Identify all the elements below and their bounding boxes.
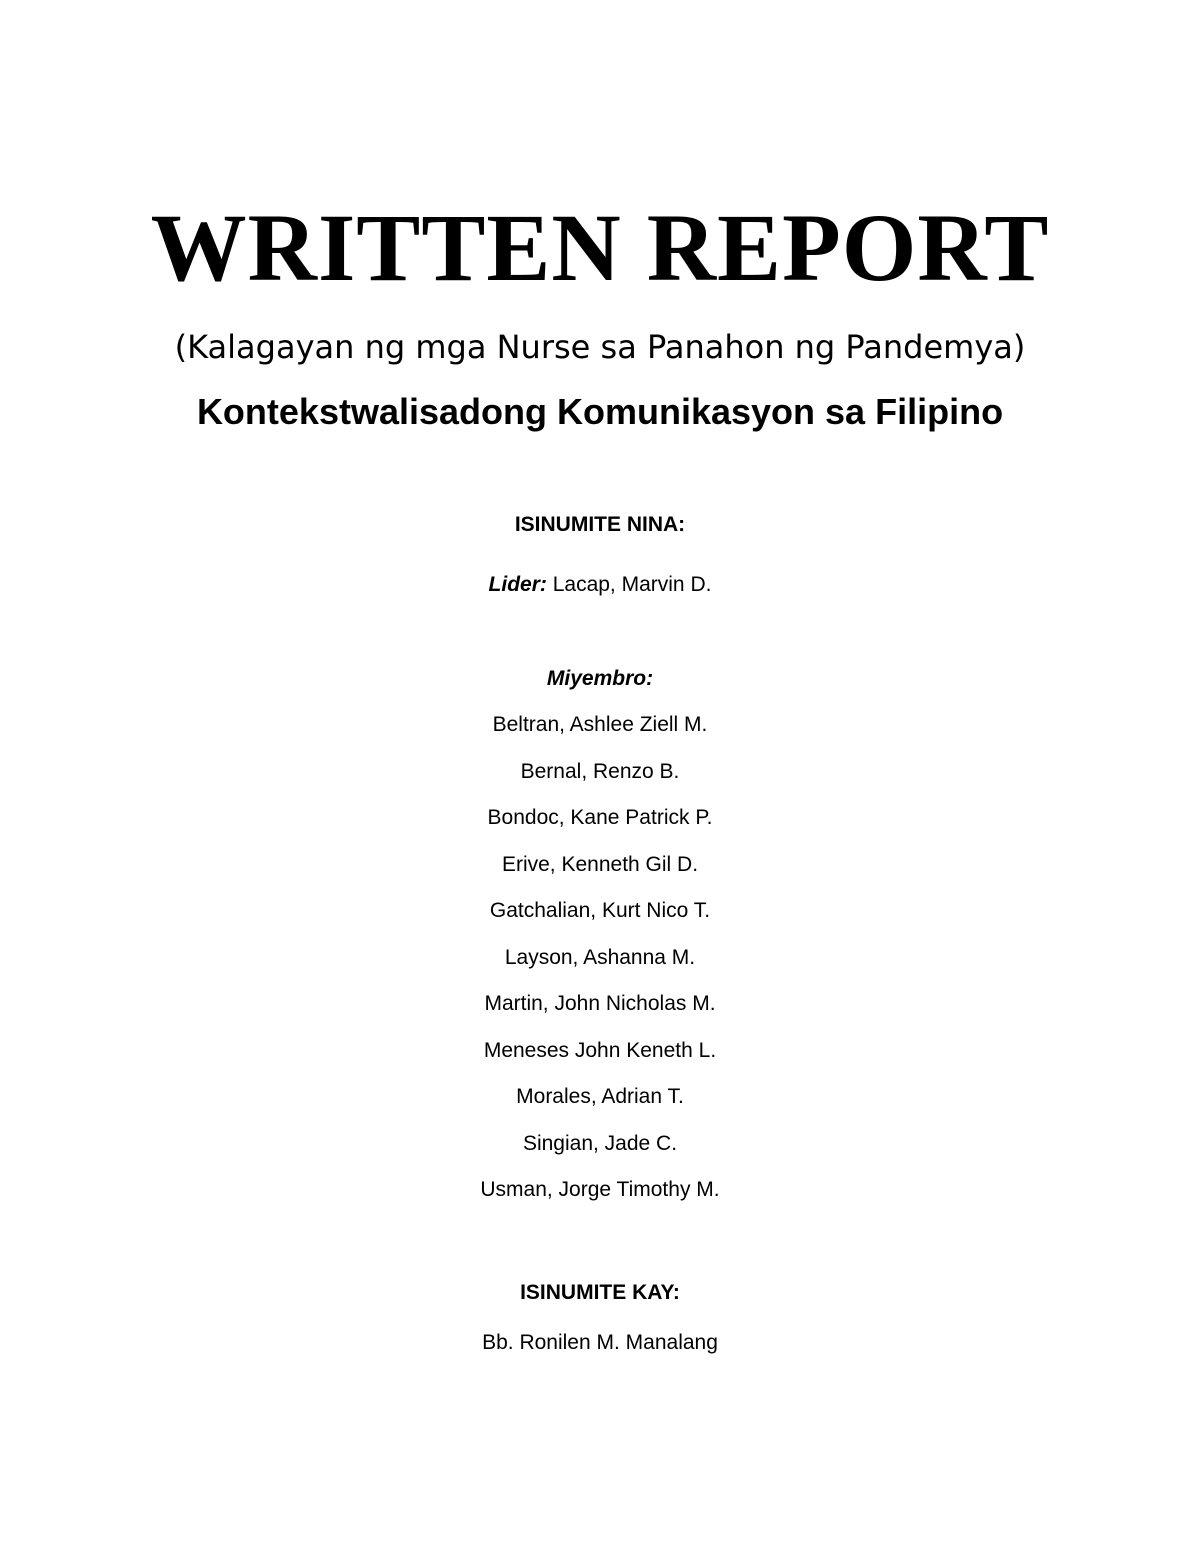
- member-name: Singian, Jade C.: [522, 1131, 678, 1155]
- member-name: Bondoc, Kane Patrick P.: [487, 806, 713, 829]
- leader-name: Lacap, Marvin D.: [552, 573, 712, 596]
- members-list: [0, 711, 1200, 1223]
- member-name: Beltran, Ashlee Ziell M.: [492, 713, 708, 736]
- submitted-to-heading: ISINUMITE KAY:: [520, 1281, 680, 1304]
- report-subtitle: (Kalagayan ng mga Nurse sa Panahon ng Pandemya): [174, 328, 1026, 366]
- member-name: Gatchalian, Kurt Nico T.: [489, 899, 711, 922]
- leader-label: Lider:: [488, 573, 547, 596]
- member-name: Usman, Jorge Timothy M.: [480, 1178, 720, 1201]
- report-title: WRITTEN REPORT: [150, 194, 1050, 301]
- members-label: Miyembro:: [546, 667, 654, 690]
- member-name: Meneses John Keneth L.: [483, 1038, 717, 1062]
- member-name: Martin, John Nicholas M.: [484, 992, 716, 1015]
- member-name: Morales, Adrian T.: [516, 1085, 684, 1108]
- member-name: Layson, Ashanna M.: [504, 945, 696, 969]
- member-name: Bernal, Renzo B.: [520, 759, 680, 783]
- adviser-name: Bb. Ronilen M. Manalang: [482, 1331, 718, 1354]
- member-name: Erive, Kenneth Gil D.: [501, 852, 699, 876]
- leader-line: [0, 574, 1200, 595]
- course-name: Kontekstwalisadong Komunikasyon sa Filipino: [196, 391, 1004, 432]
- submitted-by-heading: ISINUMITE NINA:: [514, 513, 686, 536]
